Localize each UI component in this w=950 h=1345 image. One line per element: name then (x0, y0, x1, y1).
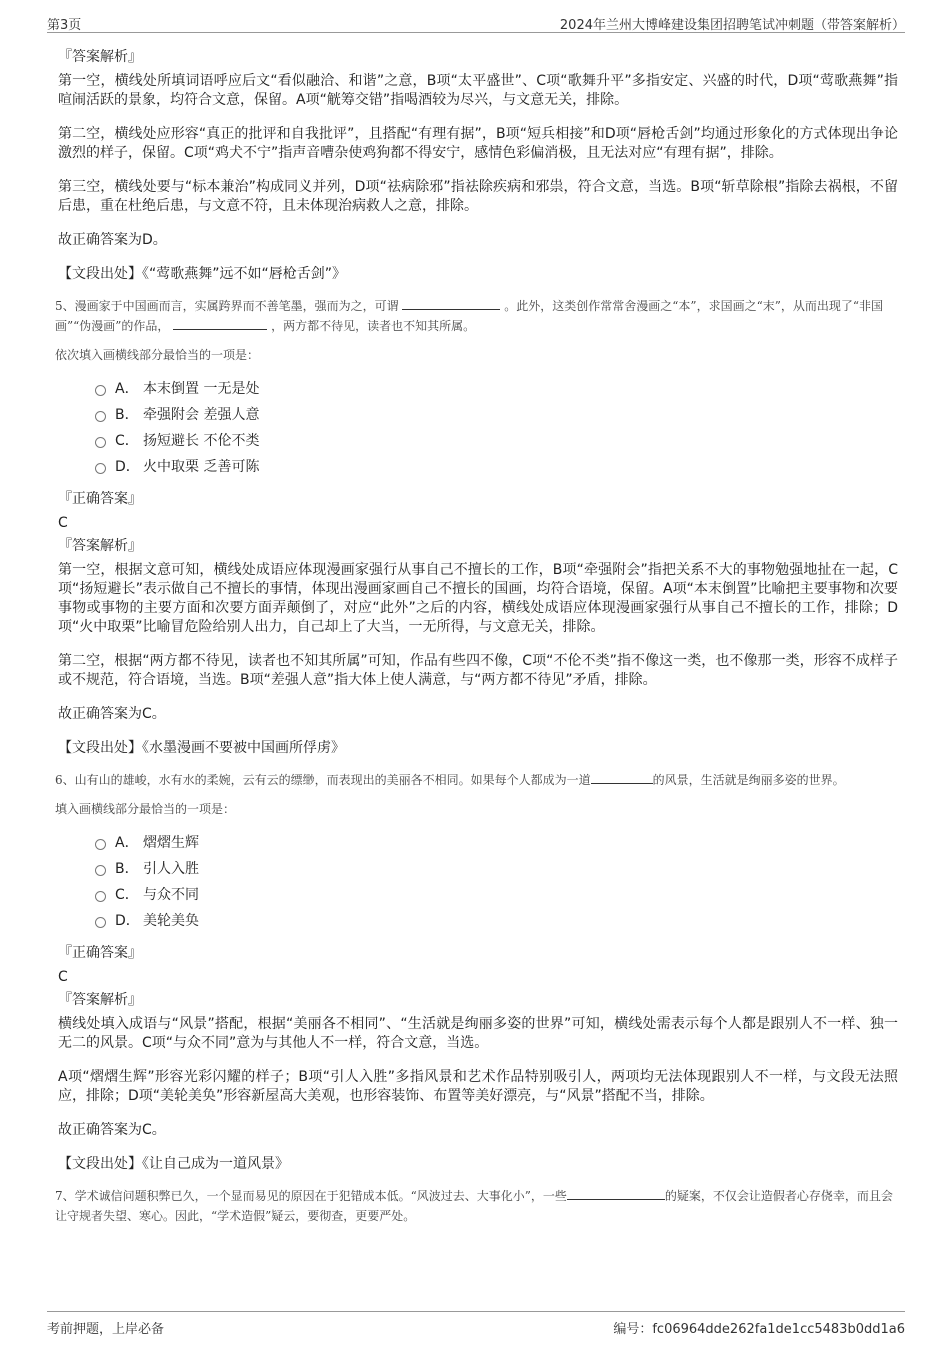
analysis-conclusion: 故正确答案为C。 (58, 706, 166, 722)
analysis-label: 『答案解析』 (58, 992, 142, 1008)
analysis-label: 『答案解析』 (58, 538, 142, 554)
option-c[interactable]: C． 与众不同 (95, 884, 898, 910)
radio-button[interactable] (95, 463, 106, 474)
correct-answer: C (58, 969, 68, 985)
correct-answer-label: 『正确答案』 (58, 491, 142, 507)
page-number: 第3页 (47, 18, 82, 33)
fill-blank (567, 1187, 665, 1200)
question-6-options (95, 832, 898, 936)
question-5-stem: 5、漫画家于中国画而言，实属跨界而不善笔墨，强而为之，可谓 。此外，这类创作常常舍漫画之“本”，求国画之“末”，从而出现了“非国画”“伪漫画”的作品， ，两方都不待见，读者也不知其所属。 (55, 299, 883, 333)
analysis-conclusion: 故正确答案为C。 (58, 1122, 166, 1138)
source-citation (58, 264, 898, 284)
question-7-stem: 7、学术诚信问题积弊已久，一个显而易见的原因在于犯错成本低。“风波过去、大事化小”，一些 的疑案，不仅会让造假者心存侥幸，而且会让守规者失望、寒心。因此，“学术造假”疑云，要彻查，更要严处。 (55, 1189, 893, 1223)
option-a[interactable]: A． 本末倒置 一无是处 (95, 378, 898, 404)
question-5-options (95, 378, 898, 482)
fill-blank (591, 771, 653, 784)
analysis-paragraph: A项“熠熠生辉”形容光彩闪耀的样子；B项“引人入胜”多指风景和艺术作品特别吸引人，两项均无法体现跟别人不一样，与文段无法照应，排除；D项“美轮美奂”形容新屋高大美观，也形容装饰、布置等美好漂亮，与“风景”搭配不当，排除。 (58, 1069, 898, 1104)
source-title: 《让自己成为一道风景》 (142, 1156, 289, 1172)
page-header (47, 10, 905, 33)
option-d[interactable]: D． 火中取栗 乏善可陈 (95, 456, 898, 482)
fill-blank (173, 317, 267, 330)
radio-button[interactable] (95, 411, 106, 422)
option-b[interactable]: B． 牵强附会 差强人意 (95, 404, 898, 430)
page-footer (47, 1311, 905, 1338)
option-a[interactable]: A． 熠熠生辉 (95, 832, 898, 858)
footer-slogan: 考前押题，上岸必备 (47, 1322, 165, 1337)
radio-button[interactable] (95, 385, 106, 396)
analysis-conclusion: 故正确答案为D。 (58, 232, 167, 248)
question-5-prompt: 依次填入画横线部分最恰当的一项是： (55, 348, 260, 362)
analysis-paragraph: 第二空，横线处应形容“真正的批评和自我批评”，且搭配“有理有据”，B项“短兵相接”和D项“唇枪舌剑”均通过形象化的方式体现出争论激烈的样子，保留。C项“鸡犬不宁”指声音嘈杂使鸡狗都不得安宁，感情色彩偏消极，且无法对应“有理有据”，排除。 (58, 126, 898, 161)
source-citation (58, 1154, 898, 1174)
radio-button[interactable] (95, 437, 106, 448)
radio-button[interactable] (95, 917, 106, 928)
radio-button[interactable] (95, 865, 106, 876)
analysis-paragraph: 第一空，横线处所填词语呼应后文“看似融洽、和谐”之意，B项“太平盛世”、C项“歌舞升平”多指安定、兴盛的时代，D项“莺歌燕舞”指喧闹活跃的景象，均符合文意，保留。A项“觥筹交错”指喝酒较为尽兴，与文意无关，排除。 (58, 73, 898, 108)
analysis-label: 『答案解析』 (58, 49, 142, 65)
source-title: 《“莺歌燕舞”远不如“唇枪舌剑”》 (142, 266, 347, 282)
analysis-paragraph: 横线处填入成语与“风景”搭配，根据“美丽各不相同”、“生活就是绚丽多姿的世界”可知，横线处需表示每个人都是跟别人不一样、独一无二的风景。C项“与众不同”意为与其他人不一样，符合文意，当选。 (58, 1016, 898, 1051)
option-c[interactable]: C． 扬短避长 不伦不类 (95, 430, 898, 456)
analysis-paragraph: 第二空，根据“两方都不待见，读者也不知其所属”可知，作品有些四不像，C项“不伦不类”指不像这一类，也不像那一类，形容不成样子或不规范，符合语境，当选。B项“差强人意”指大体上使人满意，与“两方都不待见”矛盾，排除。 (58, 653, 898, 688)
document-body (55, 46, 898, 1236)
question-6-prompt: 填入画横线部分最恰当的一项是： (55, 802, 236, 816)
option-b[interactable]: B． 引人入胜 (95, 858, 898, 884)
analysis-paragraph: 第一空，根据文意可知，横线处成语应体现漫画家强行从事自己不擅长的工作，B项“牵强附会”指把关系不大的事物勉强地扯在一起，C项“扬短避长”表示做自己不擅长的事情，体现出漫画家画自己不擅长的国画，均符合语境，保留。A项“本末倒置”比喻把主要事物和次要事物或事物的主要方面和次要方面弄颠倒了，对应“此外”之后的内容，横线处成语应体现漫画家强行从事自己不擅长的工作，排除；D项“火中取栗”比喻冒危险给别人出力，自己却上了大当，一无所得，与文意无关，排除。 (58, 562, 898, 635)
radio-button[interactable] (95, 891, 106, 902)
source-label: 【文段出处】 (58, 740, 142, 756)
document-title: 2024年兰州大博峰建设集团招聘笔试冲刺题（带答案解析） (559, 18, 905, 33)
question-6-stem: 6、山有山的雄峻，水有水的柔婉，云有云的缥缈，而表现出的美丽各不相同。如果每个人都成为一道 的风景，生活就是绚丽多姿的世界。 (55, 773, 845, 787)
fill-blank (402, 297, 500, 310)
document-id: 编号：fc06964dde262fa1de1cc5483b0dd1a6 (613, 1322, 905, 1337)
correct-answer: C (58, 515, 68, 531)
radio-button[interactable] (95, 839, 106, 850)
source-label: 【文段出处】 (58, 1156, 142, 1172)
source-title: 《水墨漫画不要被中国画所俘虏》 (142, 740, 345, 756)
option-d[interactable]: D． 美轮美奂 (95, 910, 898, 936)
analysis-paragraph: 第三空，横线处要与“标本兼治”构成同义并列，D项“祛病除邪”指祛除疾病和邪祟，符合文意，当选。B项“斩草除根”指除去祸根，不留后患，重在杜绝后患，与文意不符，且未体现治病救人之意，排除。 (58, 179, 898, 214)
source-citation (58, 738, 898, 758)
correct-answer-label: 『正确答案』 (58, 945, 142, 961)
source-label: 【文段出处】 (58, 266, 142, 282)
